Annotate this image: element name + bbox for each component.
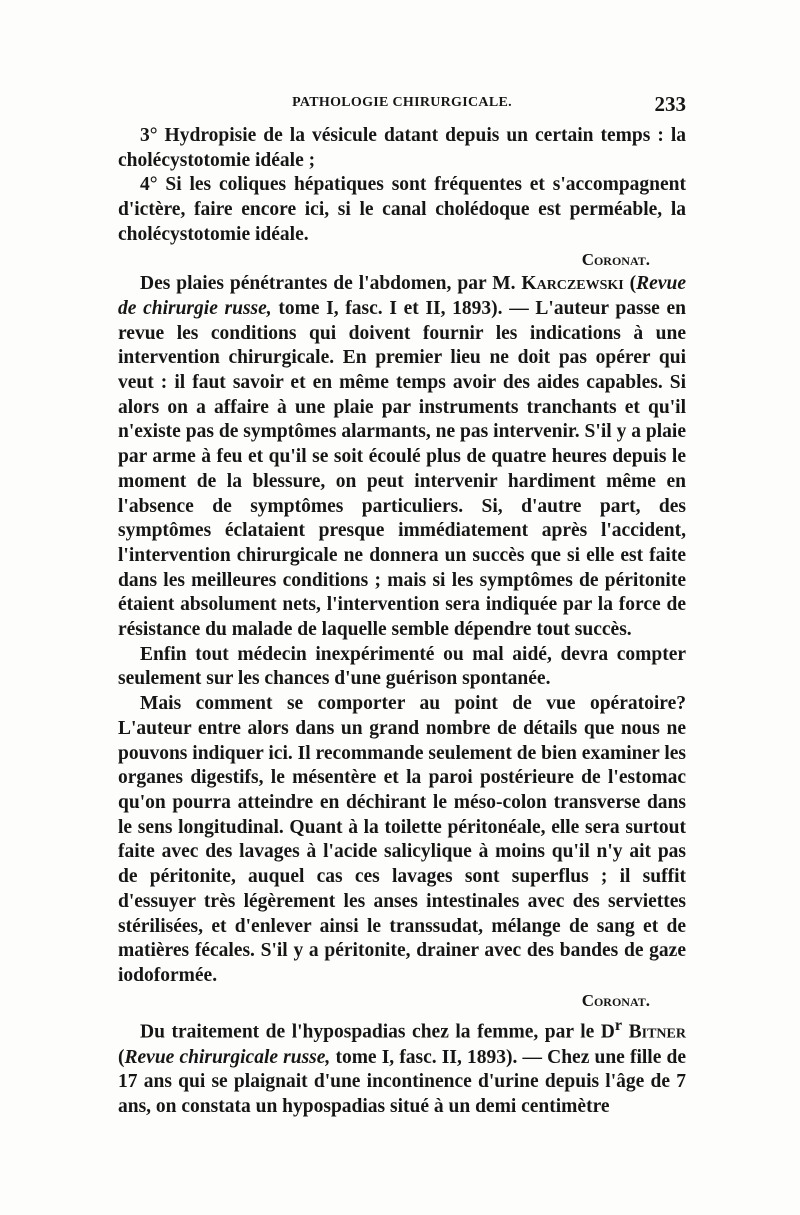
signature-coronat: Coronat. [581,249,650,269]
article-body: tome I, fasc. I et II, 1893). — L'auteur passe en revue les conditions qui doivent fournir les indications à une intervention chirurgicale. En premier lieu ne doit pas opérer qui veut : il faut savoir et en même temps avoir des aides capables. Si alors on a affaire à une plaie par instruments tranchants et qu'il n'existe pas de symptômes alarmants, ne pas intervenir. S'il y a plaie par arme à feu et qu'il se soit écoulé plus de quatre heures depuis le moment de la blessure, on peut intervenir hardiment même en l'absence de symptômes particuliers. Si, d'autre part, des symptômes éclataient presque immédiatement après l'accident, l'intervention chirurgicale ne donnera un succès que si elle est faite dans les meilleures conditions ; mais si les symptômes de péritonite étaient absolument nets, l'intervention sera indiquée par la force de résistance du malade de laquelle semble dépendre tout succès. [118,297,686,641]
article-byline: par M. [451,273,522,295]
article-hypospadias [118,1013,686,1119]
article-author: Bitner [622,1021,686,1043]
running-title: PATHOLOGIE CHIRURGICALE. [292,95,512,110]
article-title: Des plaies pénétrantes de l'abdomen, [140,273,452,295]
source-open: ( [118,1046,125,1068]
page-number: 233 [654,92,686,116]
article-title: Du traitement de l'hypospadias chez la femme, [140,1021,539,1043]
page-header [118,92,686,119]
article-journal: Revue de chirurgie russe, [118,273,686,319]
article-byline: par le D [538,1021,615,1043]
paragraph-enfin: Enfin tout médecin inexpérimenté ou mal aidé, devra compter seulement sur les chances d'une guérison spontanée. [118,643,686,690]
paragraph-coliques: 4° Si les coliques hépatiques sont fréquentes et s'accompagnent d'ictère, faire encore ici, si le canal cholédoque est perméable, la cholécystotomie idéale. [118,174,686,245]
signature-coronat: Coronat. [581,990,650,1010]
article-body: tome I, fasc. II, 1893). — Chez une fille de 17 ans qui se plaignait d'une incontinence d'urine depuis l'âge de 7 ans, on constata un hypospadias situé à un demi centimètre [118,1046,687,1117]
paragraph-hydropisie: 3° Hydropisie de la vésicule datant depuis un certain temps : la cholécystotomie idéale ; [118,125,686,171]
paragraph-operatoire: Mais comment se comporter au point de vue opératoire? L'auteur entre alors dans un grand nombre de détails que nous ne pouvons indiquer ici. Il recommande seulement de bien examiner les organes digestifs, le mésentère et la paroi postérieure de l'estomac qu'on pourra atteindre en déchirant le méso-colon transverse dans le sens longitudinal. Quant à la toilette péritonéale, elle sera surtout faite avec des lavages à l'acide salicylique à moins qu'il n'y ait pas de péritonite, auquel cas ces lavages sont superflus ; il suffit d'essuyer très légèrement les anses intestinales avec des serviettes stérilisées, et d'enlever ainsi le transsudat, mélange de sang et de matières fécales. S'il y a péritonite, drainer avec des bandes de gaze iodoformée. [118,693,686,986]
page-body [118,124,686,1120]
article-author: Karczewski [521,273,624,295]
article-plaies-penetrantes [118,272,686,643]
article-journal: Revue chirurgicale russe, [124,1046,331,1068]
doctor-abbrev-sup: r [614,1016,623,1035]
source-open: ( [623,273,637,295]
